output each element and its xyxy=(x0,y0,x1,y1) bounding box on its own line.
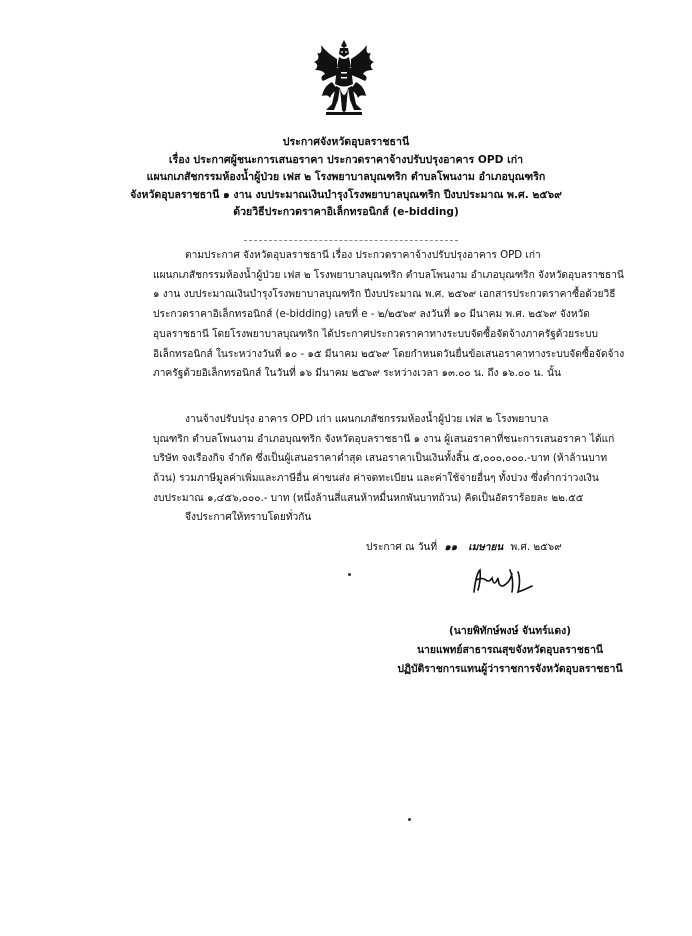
paragraph-line: ถ้วน) รวมภาษีมูลค่าเพิ่มและภาษีอื่น ค่าขนส่ง ค่าจดทะเบียน และค่าใช้จ่ายอื่นๆ ทั้งปวง ซึ่งต่ำกว่าวงเงิน xyxy=(153,473,599,485)
signature-block xyxy=(360,622,660,679)
paragraph-line: ๑ งาน งบประมาณเงินบำรุงโรงพยาบาลบุณฑริก ปีงบประมาณ พ.ศ. ๒๕๖๙ เอกสารประกวดราคาซื้อด้วยวิธี xyxy=(153,289,616,301)
paragraph-line: อิเล็กทรอนิกส์ ในระหว่างวันที่ ๑๐ - ๑๕ มีนาคม ๒๕๖๙ โดยกำหนดวันยื่นข้อเสนอราคาทางระบบจัดซื้อจัดจ้าง xyxy=(153,348,625,360)
paragraph-line: บริษัท จงเรืองกิจ จำกัด ซึ่งเป็นผู้เสนอราคาต่ำสุด เสนอราคาเป็นเงินทั้งสิ้น ๕,๐๐๐,๐๐๐.-บาท (ห้าล้านบาท xyxy=(153,453,608,465)
subject-line-4: ด้วยวิธีประกวดราคาอิเล็กทรอนิกส์ (e-bidding) xyxy=(233,206,459,218)
subject-line-3: จังหวัดอุบลราชธานี ๑ งาน งบประมาณเงินบำรุงโรงพยาบาลบุณฑริก ปีงบประมาณ พ.ศ. ๒๕๖๙ xyxy=(130,188,562,201)
handwritten-signature xyxy=(468,562,538,598)
date-year: พ.ศ. ๒๕๖๙ xyxy=(510,542,562,553)
paragraph-line: อุบลราชธานี โดยโรงพยาบาลบุณฑริก ได้ประกาศประกวดราคาทางระบบจัดซื้อจัดจ้างภาครัฐด้วยระบบ xyxy=(153,328,598,340)
paragraph-line: งานจ้างปรับปรุง อาคาร OPD เก่า แผนกเภสัชกรรมห้องน้ำผู้ป่วย เฟส ๒ โรงพยาบาล xyxy=(185,414,549,425)
announcement-date xyxy=(366,539,562,555)
date-day: ๑๑ xyxy=(444,542,458,553)
header-divider xyxy=(244,240,458,241)
closing-line: จึงประกาศให้ทราบโดยทั่วกัน xyxy=(185,512,312,523)
paragraph-winner xyxy=(153,410,629,509)
issuer-title: ประกาศจังหวัดอุบลราชธานี xyxy=(282,136,410,148)
date-month: เมษายน xyxy=(468,542,504,553)
paragraph-line: ตามประกาศ จังหวัดอุบลราชธานี เรื่อง ประกวดราคาจ้างปรับปรุงอาคาร OPD เก่า xyxy=(185,250,541,261)
paragraph-line: บุณฑริก ตำบลโพนงาม อำเภอบุณฑริก จังหวัดอุบลราชธานี ๑ งาน ผู้เสนอราคาที่ชนะการเสนอราคา ได้แก่ xyxy=(153,433,615,445)
paragraph-closing xyxy=(153,508,629,528)
paragraph-line: ภาครัฐด้วยอิเล็กทรอนิกส์ ในวันที่ ๑๖ มีนาคม ๒๕๖๙ ระหว่างเวลา ๑๓.๐๐ น. ถึง ๑๖.๐๐ น. นั้น xyxy=(153,368,561,380)
garuda-emblem-icon xyxy=(306,38,382,122)
date-prefix: ประกาศ ณ วันที่ xyxy=(366,542,438,553)
paragraph-line: งบประมาณ ๑,๔๕๖,๐๐๐.- บาท (หนึ่งล้านสี่แสนห้าหมื่นหกพันบาทถ้วน) คิดเป็นอัตราร้อยละ ๒๒.๕๕ xyxy=(153,492,584,504)
paragraph-line: แผนกเภสัชกรรมห้องน้ำผู้ป่วย เฟส ๒ โรงพยาบาลบุณฑริก ตำบลโพนงาม อำเภอบุณฑริก จังหวัดอุบลราชธานี xyxy=(153,269,624,281)
signer-acting-for: ปฏิบัติราชการแทนผู้ว่าราชการจังหวัดอุบลราชธานี xyxy=(397,663,623,675)
subject-line-2: แผนกเภสัชกรรมห้องน้ำผู้ป่วย เฟส ๒ โรงพยาบาลบุณฑริก ตำบลโพนงาม อำเภอบุณฑริก xyxy=(146,171,546,183)
signer-name: (นายพิทักษ์พงษ์ จันทร์แดง) xyxy=(449,625,571,637)
signer-position: นายแพทย์สาธารณสุขจังหวัดอุบลราชธานี xyxy=(416,644,604,656)
subject-line: เรื่อง ประกาศผู้ชนะการเสนอราคา ประกวดราคาจ้างปรับปรุงอาคาร OPD เก่า xyxy=(168,153,524,166)
scan-speck xyxy=(348,573,351,576)
announcement-header xyxy=(60,134,632,222)
paragraph-line: ประกวดราคาอิเล็กทรอนิกส์ (e-bidding) เลขที่ e - ๒/๒๕๖๙ ลงวันที่ ๑๐ มีนาคม พ.ศ. ๒๕๖๙ จังหวัด xyxy=(153,309,590,321)
scan-speck xyxy=(408,818,411,821)
paragraph-background xyxy=(153,246,629,384)
